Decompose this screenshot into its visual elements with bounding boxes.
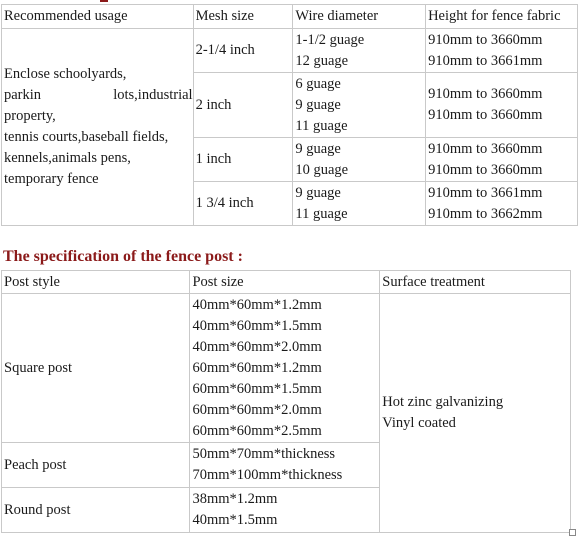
wire-diameter-cell: 9 guage 11 guage	[293, 182, 426, 226]
surface-treatment-cell: Hot zinc galvanizing Vinyl coated	[380, 294, 571, 533]
fence-post-table	[1, 270, 571, 533]
usage-line: parkin lots,industrial	[4, 87, 193, 103]
post-size-cell: 40mm*60mm*1.2mm 40mm*60mm*1.5mm 40mm*60mm*2.0mm 60mm*60mm*1.2mm 60mm*60mm*1.5mm 60mm*60mm*2.0mm 60mm*60mm*2.5mm	[190, 294, 380, 443]
fence-post-spec-heading: The specification of the fence post :	[3, 248, 243, 265]
header-surface-treatment: Surface treatment	[380, 271, 571, 294]
height-cell: 910mm to 3661mm 910mm to 3662mm	[426, 182, 578, 226]
wire-diameter-cell: 1-1/2 guage 12 guage	[293, 29, 426, 73]
usage-line: temporary fence	[4, 171, 99, 187]
usage-line: kennels,animals pens,	[4, 150, 131, 166]
mesh-size-cell: 1 3/4 inch	[193, 182, 293, 226]
table-row	[2, 294, 571, 443]
mesh-size-cell: 2 inch	[193, 73, 293, 138]
height-cell: 910mm to 3660mm 910mm to 3660mm	[426, 138, 578, 182]
post-style-cell: Peach post	[2, 443, 190, 488]
post-size-cell: 50mm*70mm*thickness 70mm*100mm*thickness	[190, 443, 380, 488]
height-cell: 910mm to 3660mm 910mm to 3661mm	[426, 29, 578, 73]
header-wire-diameter: Wire diameter	[293, 5, 426, 29]
resize-handle-marker	[569, 529, 576, 536]
usage-line: property,	[4, 108, 56, 124]
header-post-size: Post size	[190, 271, 380, 294]
usage-line: Enclose schoolyards,	[4, 66, 127, 82]
post-size-cell: 38mm*1.2mm 40mm*1.5mm	[190, 488, 380, 533]
recommended-usage-cell	[2, 29, 194, 226]
height-cell: 910mm to 3660mm 910mm to 3660mm	[426, 73, 578, 138]
post-table-header-row	[2, 271, 571, 294]
header-post-style: Post style	[2, 271, 190, 294]
header-recommended-usage: Recommended usage	[2, 5, 194, 29]
fence-fabric-table	[1, 4, 578, 226]
wire-diameter-cell: 9 guage 10 guage	[293, 138, 426, 182]
usage-line: tennis courts,baseball fields,	[4, 129, 169, 145]
post-style-cell: Round post	[2, 488, 190, 533]
header-height: Height for fence fabric	[426, 5, 578, 29]
header-mesh-size: Mesh size	[193, 5, 293, 29]
mesh-size-cell: 1 inch	[193, 138, 293, 182]
post-style-cell: Square post	[2, 294, 190, 443]
fabric-table-header-row	[2, 5, 578, 29]
mesh-size-cell: 2-1/4 inch	[193, 29, 293, 73]
wire-diameter-cell: 6 guage 9 guage 11 guage	[293, 73, 426, 138]
table-row	[2, 29, 578, 73]
